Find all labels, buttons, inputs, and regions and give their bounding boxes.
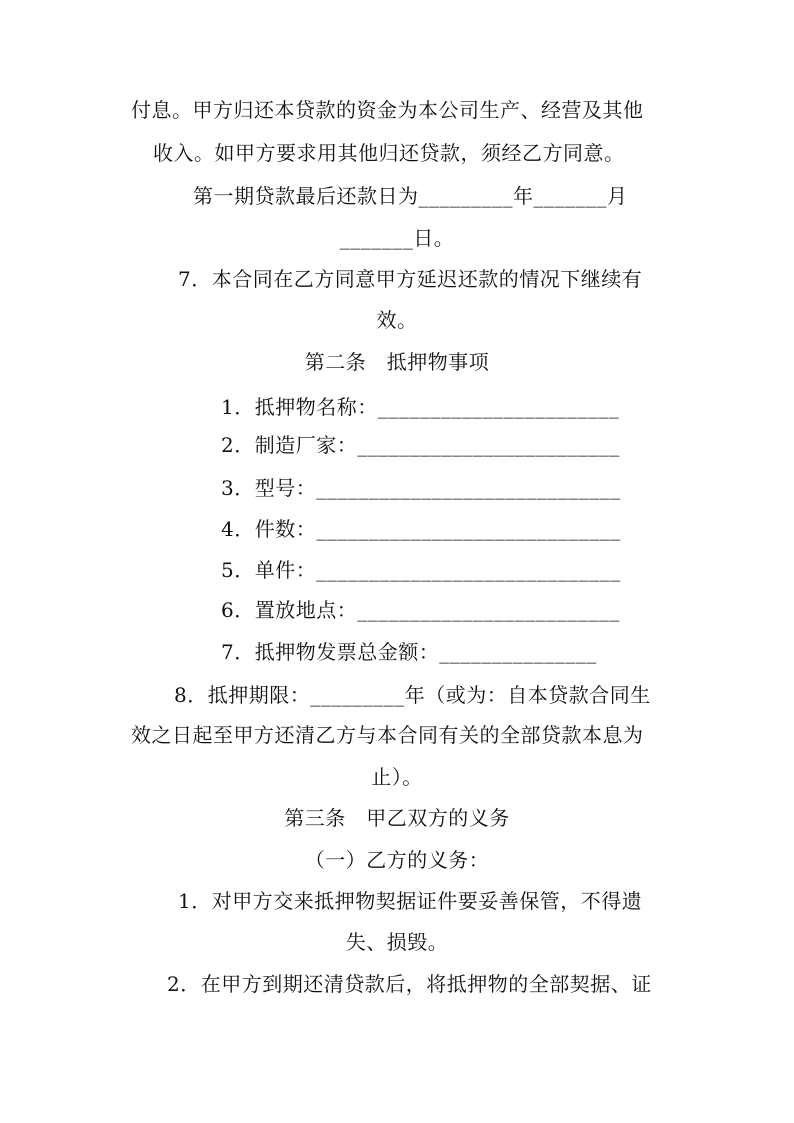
form-field-unit: 5．单件：_____________________________: [221, 558, 621, 582]
text-line-16: 效之日起至甲方还清乙方与本合同有关的全部贷款本息为: [131, 723, 644, 747]
form-field-invoice-amount: 7．抵押物发票总金额：_______________: [221, 640, 597, 664]
form-field-collateral-name: 1．抵押物名称：_______________________: [221, 395, 620, 419]
text-line-17: 止）。: [371, 765, 423, 789]
section-heading-2: 第二条 抵押物事项: [304, 350, 490, 374]
text-line-21: 失、损毁。: [345, 930, 449, 954]
text-line-4: _______日。: [339, 226, 455, 250]
text-line-20: 1．对甲方交来抵押物契据证件要妥善保管，不得遗: [178, 889, 643, 913]
text-line-5: 7．本合同在乙方同意甲方延迟还款的情况下继续有: [178, 267, 643, 291]
text-line-2: 收入。如甲方要求用其他归还贷款，须经乙方同意。: [153, 141, 625, 165]
text-line-3: 第一期贷款最后还款日为_________年_______月: [193, 184, 628, 208]
text-line-1: 付息。甲方归还本贷款的资金为本公司生产、经营及其他: [131, 98, 644, 122]
form-field-quantity: 4．件数：_____________________________: [221, 517, 621, 541]
text-line-15: 8．抵押期限：_________年（或为：自本贷款合同生: [174, 683, 651, 707]
text-line-22: 2．在甲方到期还清贷款后，将抵押物的全部契据、证: [167, 972, 652, 996]
subsection-heading: （一）乙方的义务：: [304, 848, 490, 872]
section-heading-3: 第三条 甲乙双方的义务: [284, 806, 510, 830]
form-field-location: 6．置放地点：_________________________: [221, 598, 620, 622]
form-field-manufacturer: 2．制造厂家：_________________________: [221, 433, 620, 457]
text-line-6: 效。: [376, 308, 418, 332]
form-field-model: 3．型号：_____________________________: [221, 476, 621, 500]
